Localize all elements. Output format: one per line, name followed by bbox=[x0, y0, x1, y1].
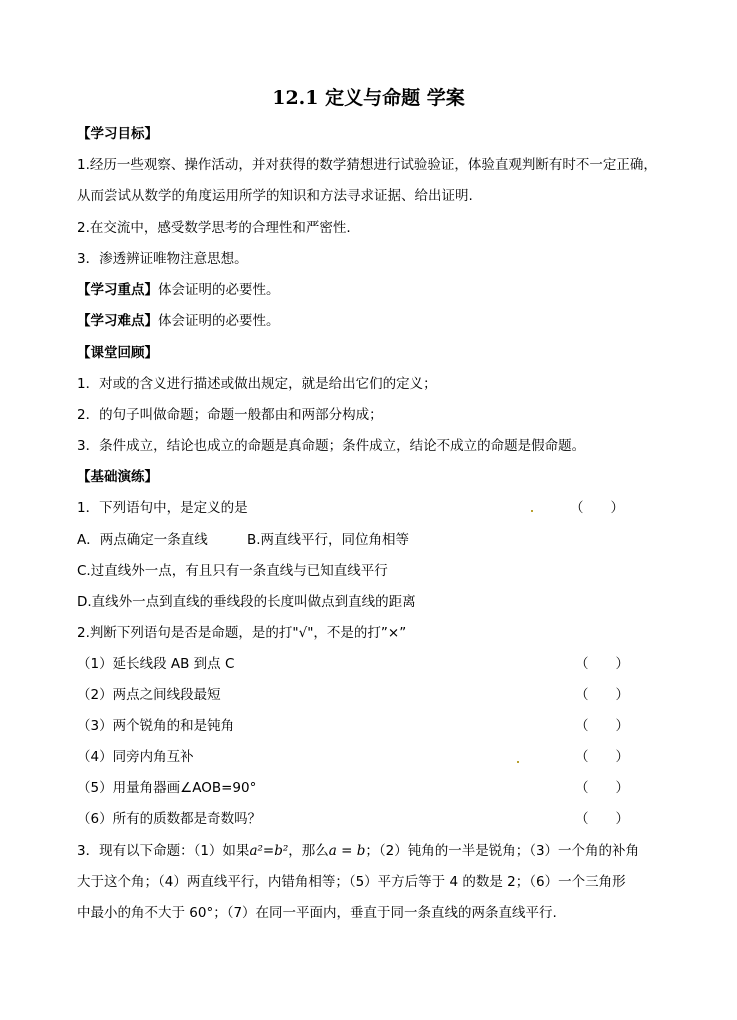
q2-item: （1）延长线段 AB 到点 C bbox=[77, 656, 235, 672]
objective-line: 3．渗透辨证唯物注意思想。 bbox=[77, 251, 248, 267]
difficulty-line bbox=[77, 312, 280, 330]
scan-dot bbox=[531, 510, 533, 512]
q1-option-a: A．两点确定一条直线 bbox=[77, 532, 208, 548]
q2-item: （2）两点之间线段最短 bbox=[77, 687, 221, 703]
q1-answer-blank: （ ） bbox=[570, 500, 624, 516]
q2-item: （5）用量角器画∠AOB=90° bbox=[77, 780, 257, 796]
objective-line: 从而尝试从数学的角度运用所学的知识和方法寻求证据、给出证明. bbox=[77, 188, 473, 204]
q3-text: 3．现有以下命题：（1）如果 bbox=[77, 843, 250, 859]
q2-answer-blank: （ ） bbox=[575, 811, 629, 827]
review-heading: 【课堂回顾】 bbox=[77, 345, 158, 361]
q3-formula-2: a = b bbox=[328, 843, 366, 859]
q2-item: （3）两个锐角的和是钝角 bbox=[77, 718, 235, 734]
review-line: 3．条件成立，结论也成立的命题是真命题；条件成立，结论不成立的命题是假命题。 bbox=[77, 438, 586, 454]
q1-option-b: B.两直线平行，同位角相等 bbox=[247, 532, 410, 548]
difficulty-text: 体会证明的必要性。 bbox=[158, 313, 280, 329]
q1-stem: 1．下列语句中，是定义的是 bbox=[77, 500, 248, 516]
q3-line-3: 中最小的角不大于 60°；（7）在同一平面内，垂直于同一条直线的两条直线平行. bbox=[77, 905, 557, 921]
q2-answer-blank: （ ） bbox=[575, 718, 629, 734]
q2-answer-blank: （ ） bbox=[575, 687, 629, 703]
page-title: 12.1 定义与命题 学案 bbox=[272, 87, 465, 109]
scan-dot bbox=[517, 761, 519, 763]
q2-item: （6）所有的质数都是奇数吗？ bbox=[77, 811, 262, 827]
q3-text: ，那么 bbox=[288, 843, 329, 859]
q2-answer-blank: （ ） bbox=[575, 656, 629, 672]
difficulty-heading: 【学习难点】 bbox=[77, 313, 158, 329]
key-point-line bbox=[77, 281, 280, 299]
q2-answer-blank: （ ） bbox=[575, 749, 629, 765]
q3-line-2: 大于这个角；（4）两直线平行，内错角相等；（5）平方后等于 4 的数是 2；（6）一个三角形 bbox=[77, 874, 626, 890]
key-point-text: 体会证明的必要性。 bbox=[158, 282, 280, 298]
q1-option-d: D.直线外一点到直线的垂线段的长度叫做点到直线的距离 bbox=[77, 594, 416, 610]
review-line: 1．对或的含义进行描述或做出规定，就是给出它们的定义； bbox=[77, 376, 437, 392]
q2-item: （4）同旁内角互补 bbox=[77, 749, 194, 765]
q1-option-c: C.过直线外一点，有且只有一条直线与已知直线平行 bbox=[77, 563, 388, 579]
practice-heading: 【基础演练】 bbox=[77, 469, 158, 485]
objective-line: 2.在交流中，感受数学思考的合理性和严密性. bbox=[77, 220, 351, 236]
objective-line: 1.经历一些观察、操作活动，并对获得的数学猜想进行试验验证，体验直观判断有时不一定正确， bbox=[77, 157, 657, 173]
q3-formula-1: a²=b² bbox=[249, 843, 289, 859]
q2-answer-blank: （ ） bbox=[575, 780, 629, 796]
q3-line-1 bbox=[77, 842, 639, 860]
review-line: 2．的句子叫做命题；命题一般都由和两部分构成； bbox=[77, 407, 383, 423]
objectives-heading: 【学习目标】 bbox=[77, 126, 158, 142]
q2-stem: 2.判断下列语句是否是命题，是的打"√"，不是的打”×” bbox=[77, 625, 407, 641]
key-point-heading: 【学习重点】 bbox=[77, 282, 158, 298]
q3-text: ；（2）钝角的一半是锐角；（3）一个角的补角 bbox=[365, 843, 640, 859]
